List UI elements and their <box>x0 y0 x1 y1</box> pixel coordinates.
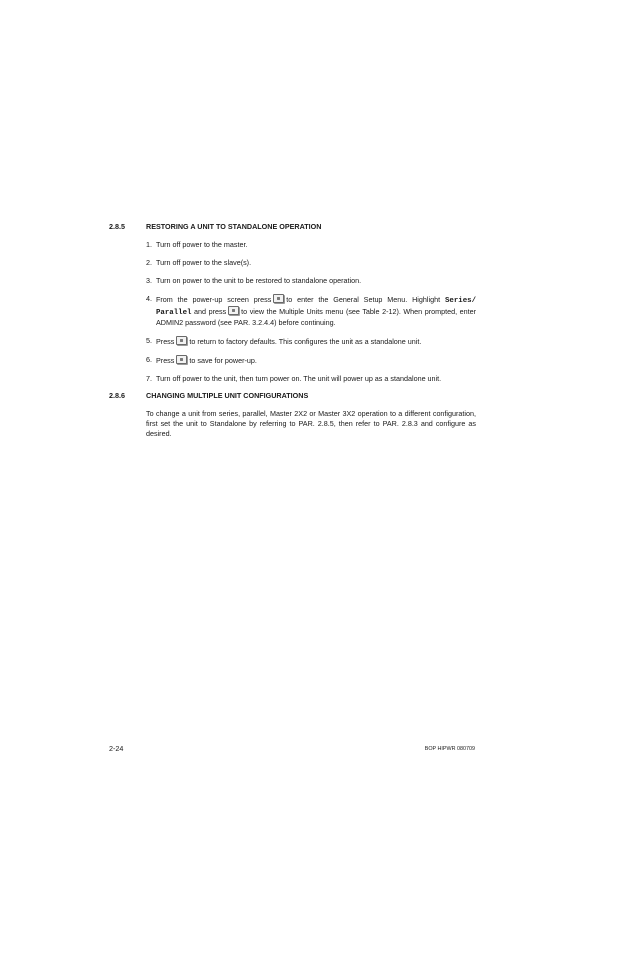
step-4: 4. From the power-up screen press to enter the General Setup Menu. Highlight Series/ Parallel and press to view the Multiple Units menu (see Table 2-12). When prompted, enter ADMIN2 password (see PAR. 3.2.4.4) before continuing. <box>146 294 477 327</box>
section-number: 2.8.6 <box>109 391 125 400</box>
step-7: 7. Turn off power to the unit, then turn power on. The unit will power up as a standalone unit. <box>146 374 442 383</box>
page-number: 2-24 <box>109 744 124 753</box>
step-6: 6. Press to save for power-up. <box>146 355 257 365</box>
section-paragraph: To change a unit from series, parallel, Master 2X2 or Master 3X2 operation to a different configuration, first set the unit to Standalone by referring to PAR. 2.8.5, then refer to PAR. 2.8.3 and configure as desired. <box>146 409 476 438</box>
step-list <box>146 240 476 392</box>
step-2: 2. Turn off power to the slave(s). <box>146 258 252 267</box>
section-title: RESTORING A UNIT TO STANDALONE OPERATION <box>146 222 322 231</box>
step-3: 3. Turn on power to the unit to be restored to standalone operation. <box>146 276 362 285</box>
section-number: 2.8.5 <box>109 222 125 231</box>
keypad-key-icon <box>228 306 239 315</box>
section-title: CHANGING MULTIPLE UNIT CONFIGURATIONS <box>146 391 309 400</box>
keypad-key-icon <box>273 294 284 303</box>
step-1: 1. Turn off power to the master. <box>146 240 248 249</box>
step-5: 5. Press to return to factory defaults. This configures the unit as a standalone unit. <box>146 336 422 346</box>
document-id: BOP HIPWR 080709 <box>424 746 475 752</box>
keypad-key-icon <box>176 355 187 364</box>
menu-item-code: Series/ Parallel <box>156 297 476 317</box>
keypad-key-icon <box>176 336 187 345</box>
